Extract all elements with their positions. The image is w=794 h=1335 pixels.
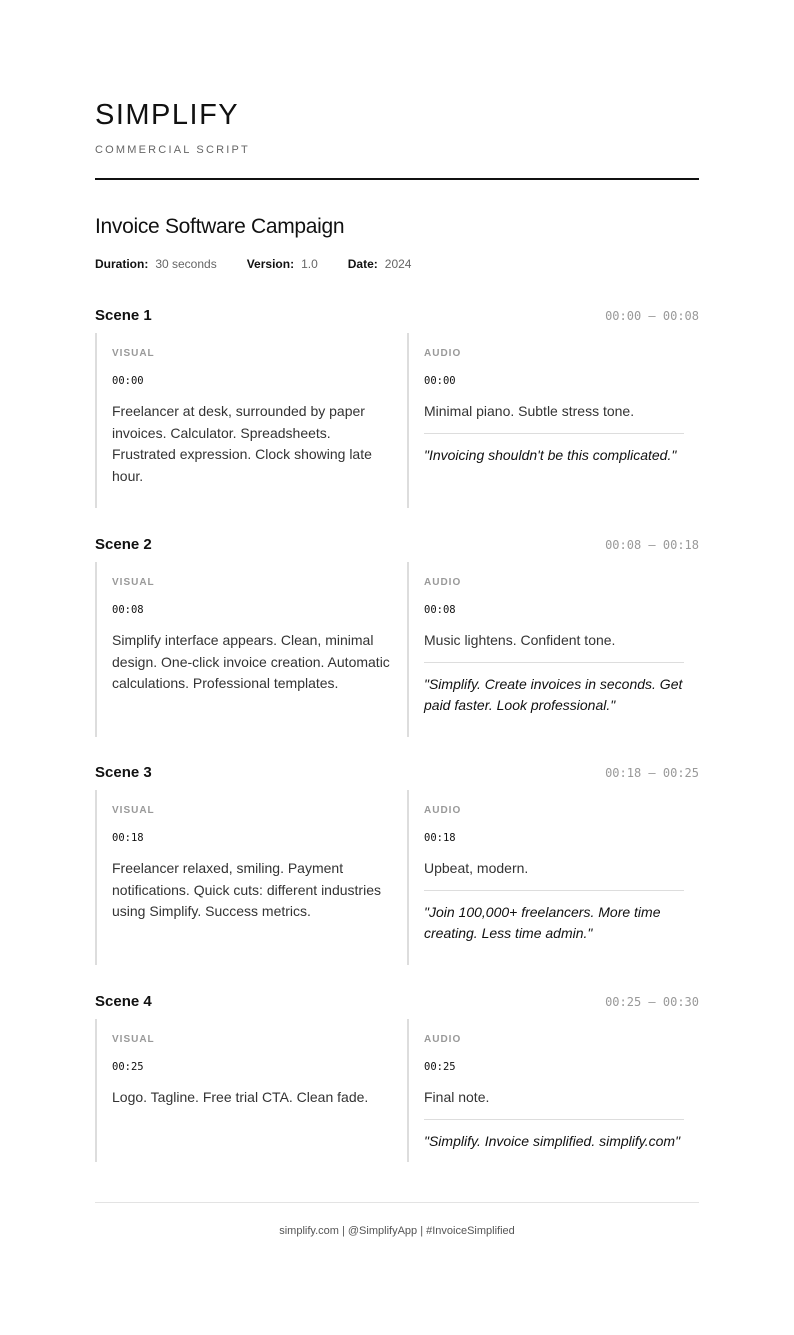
visual-column	[95, 562, 407, 737]
dialogue-line: "Invoicing shouldn't be this complicated."	[424, 446, 677, 463]
audio-divider	[424, 1119, 684, 1120]
visual-description: Freelancer at desk, surrounded by paper invoices. Calculator. Spreadsheets. Frustrated expression. Clock showing late hour.	[112, 403, 372, 484]
dialogue-line: "Simplify. Invoice simplified. simplify.com"	[424, 1132, 681, 1149]
scene-1	[95, 307, 699, 484]
visual-label: VISUAL	[112, 805, 155, 816]
scene-2	[95, 536, 699, 713]
visual-timecode: 00:08	[112, 604, 144, 616]
scene-header	[95, 764, 699, 786]
scene-4	[95, 993, 699, 1149]
visual-description: Simplify interface appears. Clean, minimal design. One-click invoice creation. Automatic calculations. Professional templates.	[112, 632, 390, 691]
brand-title: SIMPLIFY	[95, 99, 240, 131]
scene-time-range: 00:00 – 00:08	[605, 309, 699, 323]
scene-columns	[95, 1019, 699, 1162]
header-divider	[95, 178, 699, 180]
audio-timecode: 00:00	[424, 375, 456, 387]
scene-columns	[95, 333, 699, 508]
scene-header	[95, 307, 699, 329]
visual-column	[95, 790, 407, 965]
audio-column	[407, 333, 699, 508]
audio-label: AUDIO	[424, 577, 462, 588]
footer-text: simplify.com | @SimplifyApp | #InvoiceSimplified	[279, 1225, 515, 1237]
scene-title: Scene 4	[95, 993, 152, 1010]
audio-description: Final note.	[424, 1089, 490, 1105]
audio-column	[407, 562, 699, 737]
meta-duration	[95, 257, 217, 271]
scene-time-range: 00:25 – 00:30	[605, 995, 699, 1009]
audio-divider	[424, 433, 684, 434]
meta-version	[247, 257, 318, 271]
scene-header	[95, 993, 699, 1015]
scene-time-range: 00:08 – 00:18	[605, 538, 699, 552]
visual-column	[95, 333, 407, 508]
dialogue-line: "Simplify. Create invoices in seconds. Get paid faster. Look professional."	[424, 675, 683, 713]
audio-description: Music lightens. Confident tone.	[424, 632, 616, 648]
scene-columns	[95, 562, 699, 737]
visual-timecode: 00:18	[112, 832, 144, 844]
brand-subtitle: COMMERCIAL SCRIPT	[95, 144, 250, 156]
document-meta	[95, 257, 441, 271]
scene-3	[95, 764, 699, 941]
scene-title: Scene 1	[95, 307, 152, 324]
meta-label: Date:	[347, 257, 378, 271]
audio-column	[407, 1019, 699, 1162]
visual-label: VISUAL	[112, 348, 155, 359]
visual-column	[95, 1019, 407, 1162]
audio-description: Minimal piano. Subtle stress tone.	[424, 403, 635, 419]
visual-description: Freelancer relaxed, smiling. Payment notifications. Quick cuts: different industries using Simplify. Success metrics.	[112, 860, 381, 919]
audio-label: AUDIO	[424, 348, 462, 359]
dialogue-line: "Join 100,000+ freelancers. More time creating. Less time admin."	[424, 903, 661, 941]
scene-title: Scene 2	[95, 536, 152, 553]
audio-description: Upbeat, modern.	[424, 860, 529, 876]
audio-timecode: 00:25	[424, 1061, 456, 1073]
meta-value: 2024	[384, 257, 412, 271]
visual-label: VISUAL	[112, 1034, 155, 1045]
meta-value: 1.0	[301, 257, 318, 271]
audio-divider	[424, 890, 684, 891]
meta-label: Version:	[246, 257, 295, 271]
audio-divider	[424, 662, 684, 663]
meta-label: Duration:	[95, 257, 149, 271]
meta-date	[348, 257, 412, 271]
audio-timecode: 00:08	[424, 604, 456, 616]
scene-title: Scene 3	[95, 764, 152, 781]
footer-divider	[95, 1202, 699, 1203]
audio-timecode: 00:18	[424, 832, 456, 844]
visual-description: Logo. Tagline. Free trial CTA. Clean fade.	[112, 1089, 369, 1105]
campaign-title: Invoice Software Campaign	[95, 215, 345, 238]
audio-label: AUDIO	[424, 805, 462, 816]
scene-time-range: 00:18 – 00:25	[605, 766, 699, 780]
scene-header	[95, 536, 699, 558]
visual-timecode: 00:25	[112, 1061, 144, 1073]
audio-column	[407, 790, 699, 965]
visual-timecode: 00:00	[112, 375, 144, 387]
visual-label: VISUAL	[112, 577, 155, 588]
audio-label: AUDIO	[424, 1034, 462, 1045]
meta-value: 30 seconds	[155, 257, 217, 271]
scene-columns	[95, 790, 699, 965]
